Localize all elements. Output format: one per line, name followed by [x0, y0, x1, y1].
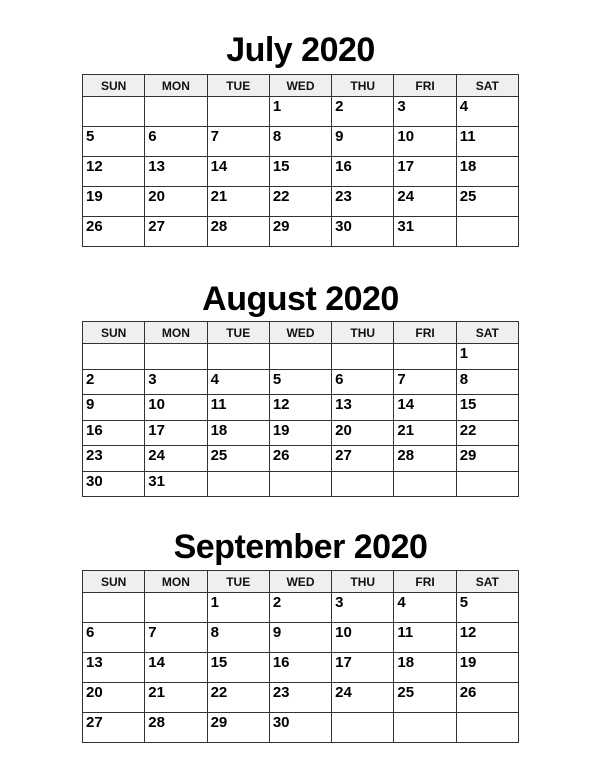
day-cell: 6: [145, 127, 207, 157]
day-cell: 14: [207, 157, 269, 187]
day-cell: 10: [332, 623, 394, 653]
day-cell: [394, 713, 456, 743]
week-row: [83, 683, 519, 713]
weekday-header-row: [83, 571, 519, 593]
day-cell: 19: [269, 420, 331, 446]
weekday-header: MON: [145, 322, 207, 344]
day-cell: 22: [269, 187, 331, 217]
day-cell: 17: [394, 157, 456, 187]
day-cell: 3: [332, 593, 394, 623]
day-cell: 18: [394, 653, 456, 683]
weekday-header: FRI: [394, 571, 456, 593]
day-cell: 25: [207, 446, 269, 472]
day-cell: 20: [145, 187, 207, 217]
day-cell: [332, 344, 394, 370]
day-cell: 1: [456, 344, 518, 370]
calendar-grid: [82, 74, 519, 247]
day-cell: [269, 471, 331, 497]
day-cell: 20: [83, 683, 145, 713]
day-cell: [145, 344, 207, 370]
day-cell: 29: [456, 446, 518, 472]
day-cell: 10: [394, 127, 456, 157]
day-cell: 1: [207, 593, 269, 623]
day-cell: 9: [83, 395, 145, 421]
weekday-header: WED: [269, 571, 331, 593]
day-cell: 24: [332, 683, 394, 713]
day-cell: 29: [269, 217, 331, 247]
day-cell: [145, 593, 207, 623]
day-cell: [83, 344, 145, 370]
weekday-header: TUE: [207, 75, 269, 97]
month-title: August 2020: [202, 280, 399, 318]
day-cell: 9: [269, 623, 331, 653]
weekday-header: SUN: [83, 322, 145, 344]
day-cell: 14: [145, 653, 207, 683]
day-cell: [394, 344, 456, 370]
weekday-header: MON: [145, 75, 207, 97]
day-cell: 28: [145, 713, 207, 743]
day-cell: [83, 593, 145, 623]
month-title: September 2020: [173, 528, 428, 566]
day-cell: 30: [269, 713, 331, 743]
weekday-header: SAT: [456, 571, 518, 593]
day-cell: 30: [332, 217, 394, 247]
weekday-header: TUE: [207, 571, 269, 593]
day-cell: 7: [394, 369, 456, 395]
day-cell: 16: [332, 157, 394, 187]
day-cell: 16: [83, 420, 145, 446]
day-cell: 24: [145, 446, 207, 472]
day-cell: 27: [83, 713, 145, 743]
day-cell: 12: [456, 623, 518, 653]
weekday-header: WED: [269, 75, 331, 97]
day-cell: 19: [456, 653, 518, 683]
weekday-header: MON: [145, 571, 207, 593]
day-cell: 5: [83, 127, 145, 157]
week-row: [83, 395, 519, 421]
weekday-header: FRI: [394, 75, 456, 97]
day-cell: 12: [83, 157, 145, 187]
day-cell: 23: [332, 187, 394, 217]
week-row: [83, 623, 519, 653]
weekday-header-row: [83, 75, 519, 97]
day-cell: 6: [332, 369, 394, 395]
day-cell: [456, 713, 518, 743]
day-cell: 7: [145, 623, 207, 653]
week-row: [83, 369, 519, 395]
week-row: [83, 127, 519, 157]
day-cell: 22: [456, 420, 518, 446]
day-cell: 21: [207, 187, 269, 217]
week-row: [83, 157, 519, 187]
day-cell: 26: [456, 683, 518, 713]
day-cell: 27: [145, 217, 207, 247]
day-cell: 30: [83, 471, 145, 497]
weekday-header-row: [83, 322, 519, 344]
day-cell: 4: [456, 97, 518, 127]
weekday-header: WED: [269, 322, 331, 344]
week-row: [83, 97, 519, 127]
day-cell: 21: [145, 683, 207, 713]
day-cell: 31: [394, 217, 456, 247]
day-cell: 7: [207, 127, 269, 157]
day-cell: 5: [269, 369, 331, 395]
day-cell: 17: [145, 420, 207, 446]
day-cell: [145, 97, 207, 127]
day-cell: [456, 471, 518, 497]
day-cell: 2: [332, 97, 394, 127]
day-cell: 6: [83, 623, 145, 653]
day-cell: 21: [394, 420, 456, 446]
day-cell: 29: [207, 713, 269, 743]
week-row: [83, 446, 519, 472]
day-cell: [207, 344, 269, 370]
day-cell: 3: [394, 97, 456, 127]
day-cell: [269, 344, 331, 370]
day-cell: 14: [394, 395, 456, 421]
month-title: July 2020: [226, 31, 375, 69]
day-cell: 18: [207, 420, 269, 446]
day-cell: 13: [332, 395, 394, 421]
week-row: [83, 344, 519, 370]
day-cell: 8: [269, 127, 331, 157]
week-row: [83, 653, 519, 683]
weekday-header: SAT: [456, 322, 518, 344]
week-row: [83, 593, 519, 623]
day-cell: 13: [83, 653, 145, 683]
day-cell: 4: [207, 369, 269, 395]
weekday-header: FRI: [394, 322, 456, 344]
day-cell: 22: [207, 683, 269, 713]
day-cell: 15: [456, 395, 518, 421]
day-cell: 15: [207, 653, 269, 683]
day-cell: 16: [269, 653, 331, 683]
calendar-grid: [82, 570, 519, 743]
day-cell: 28: [394, 446, 456, 472]
weekday-header: SAT: [456, 75, 518, 97]
day-cell: [207, 471, 269, 497]
day-cell: 10: [145, 395, 207, 421]
day-cell: 5: [456, 593, 518, 623]
day-cell: 26: [269, 446, 331, 472]
weekday-header: SUN: [83, 75, 145, 97]
day-cell: 11: [207, 395, 269, 421]
day-cell: 28: [207, 217, 269, 247]
day-cell: 2: [83, 369, 145, 395]
day-cell: [456, 217, 518, 247]
weekday-header: THU: [332, 571, 394, 593]
day-cell: 11: [456, 127, 518, 157]
week-row: [83, 187, 519, 217]
week-row: [83, 420, 519, 446]
weekday-header: THU: [332, 75, 394, 97]
day-cell: 19: [83, 187, 145, 217]
day-cell: 2: [269, 593, 331, 623]
day-cell: [83, 97, 145, 127]
day-cell: [332, 471, 394, 497]
day-cell: 27: [332, 446, 394, 472]
day-cell: 11: [394, 623, 456, 653]
day-cell: 8: [456, 369, 518, 395]
week-row: [83, 713, 519, 743]
day-cell: [207, 97, 269, 127]
day-cell: 20: [332, 420, 394, 446]
day-cell: 23: [269, 683, 331, 713]
day-cell: 1: [269, 97, 331, 127]
day-cell: 25: [394, 683, 456, 713]
day-cell: 17: [332, 653, 394, 683]
day-cell: 23: [83, 446, 145, 472]
day-cell: 15: [269, 157, 331, 187]
week-row: [83, 471, 519, 497]
day-cell: 12: [269, 395, 331, 421]
day-cell: 4: [394, 593, 456, 623]
day-cell: 9: [332, 127, 394, 157]
weekday-header: THU: [332, 322, 394, 344]
day-cell: 8: [207, 623, 269, 653]
day-cell: 13: [145, 157, 207, 187]
weekday-header: TUE: [207, 322, 269, 344]
day-cell: 26: [83, 217, 145, 247]
day-cell: 18: [456, 157, 518, 187]
day-cell: 31: [145, 471, 207, 497]
day-cell: 24: [394, 187, 456, 217]
day-cell: [332, 713, 394, 743]
calendar-grid: [82, 321, 519, 497]
week-row: [83, 217, 519, 247]
day-cell: [394, 471, 456, 497]
day-cell: 3: [145, 369, 207, 395]
day-cell: 25: [456, 187, 518, 217]
weekday-header: SUN: [83, 571, 145, 593]
